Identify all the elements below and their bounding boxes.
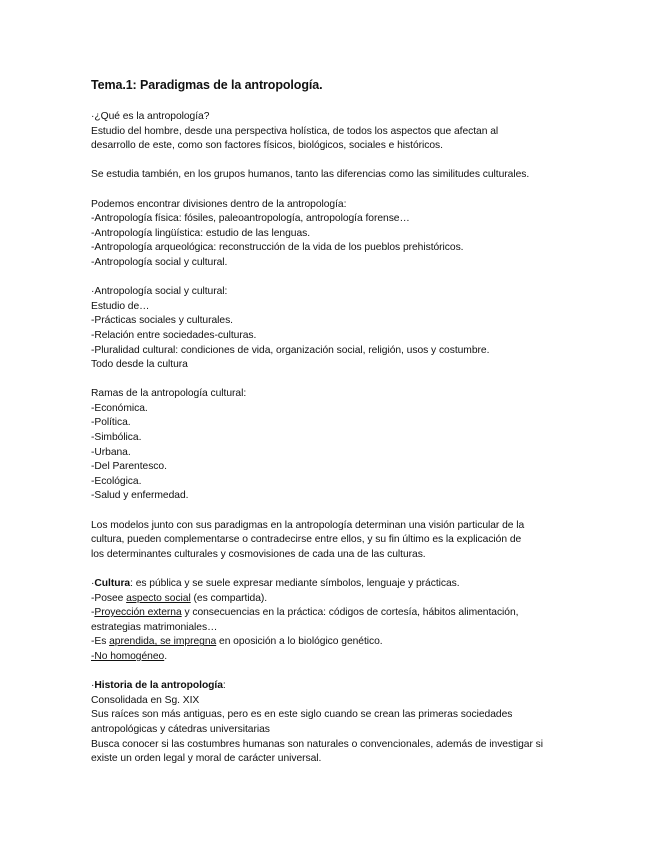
spacer: [91, 183, 595, 198]
divisions-heading: Podemos encontrar divisiones dentro de la antropología:: [91, 198, 347, 210]
paragraph-line: cultura, pueden complementarse o contradecirse entre ellos, y su fin último es la explicación de: [91, 534, 522, 546]
list-item: [91, 635, 595, 650]
underlined-text: -No homogéneo: [91, 650, 165, 662]
section-subheading: Estudio de…: [91, 300, 150, 312]
paragraph-line: Los modelos junto con sus paradigmas en la antropología determinan una visión particular de la: [91, 519, 525, 531]
list-item: [91, 606, 595, 621]
underlined-text: aspecto social: [126, 592, 191, 604]
paragraph-line: Sus raíces son más antiguas, pero es en este siglo cuando se crean las primeras sociedades: [91, 709, 513, 721]
underlined-text: Proyección externa: [94, 607, 182, 619]
culture-heading-rest: : es pública y se suele expresar mediante símbolos, lenguaje y prácticas.: [130, 578, 460, 589]
definition-line: desarrollo de este, como son factores físicos, biológicos, sociales e históricos.: [91, 140, 443, 152]
text-span: en oposición a lo biológico genético.: [216, 636, 383, 648]
definition-line: Estudio del hombre, desde una perspectiva holística, de todos los aspectos que afectan al: [91, 125, 499, 137]
list-item: -Prácticas sociales y culturales.: [91, 315, 233, 327]
culture-heading-line: [91, 577, 595, 592]
text-span: .: [164, 650, 168, 662]
list-item: -Del Parentesco.: [91, 461, 167, 473]
section-heading: ·Antropología social y cultural:: [91, 286, 228, 298]
list-item: -Urbana.: [91, 446, 131, 458]
text-span: -Posee: [91, 592, 127, 604]
paragraph-line: Consolidada en Sg. XIX: [91, 694, 200, 706]
text-span: (es compartida).: [190, 592, 268, 604]
spacer: [91, 154, 595, 169]
paragraph-line: Busca conocer si las costumbres humanas son naturales o convencionales, además de investigar si: [91, 738, 543, 750]
list-item: -Ecológica.: [91, 475, 142, 487]
list-item: -Económica.: [91, 402, 148, 414]
spacer: [91, 504, 595, 519]
list-item: -Salud y enfermedad.: [91, 490, 189, 502]
list-item-continuation: estrategias matrimoniales…: [91, 621, 218, 633]
list-item: -Antropología social y cultural.: [91, 256, 228, 268]
list-item: -Antropología física: fósiles, paleoantropología, antropología forense…: [91, 213, 410, 225]
page-title: Tema.1: Paradigmas de la antropología.: [91, 78, 323, 92]
paragraph-line: los determinantes culturales y cosmovisiones de cada una de las culturas.: [91, 548, 426, 560]
culture-heading: Cultura: [94, 578, 131, 589]
spacer: [91, 271, 595, 286]
history-heading: Historia de la antropología: [94, 680, 223, 692]
paragraph-line: Se estudia también, en los grupos humanos, tanto las diferencias como las similitudes culturales.: [91, 169, 530, 181]
paragraph-line: antropológicas y cátedras universitarias: [91, 723, 270, 735]
list-item: [91, 650, 595, 665]
text-span: -: [91, 607, 95, 619]
underlined-text: aprendida, se impregna: [109, 636, 217, 648]
history-heading-line: [91, 679, 595, 694]
list-item: [91, 592, 595, 607]
text-span: y consecuencias en la práctica: códigos de cortesía, hábitos alimentación,: [181, 607, 519, 619]
branches-heading: Ramas de la antropología cultural:: [91, 388, 247, 400]
text-span: -Es: [91, 636, 110, 648]
list-item: -Pluralidad cultural: condiciones de vida, organización social, religión, usos y costumbre.: [91, 344, 490, 356]
spacer: [91, 665, 595, 680]
text-span: :: [222, 680, 226, 692]
paragraph-line: Todo desde la cultura: [91, 359, 188, 371]
spacer: [91, 562, 595, 577]
question-line: ·¿Qué es la antropología?: [91, 111, 210, 122]
bullet-dot: ·: [91, 578, 95, 589]
list-item: -Simbólica.: [91, 432, 142, 444]
list-item: -Antropología arqueológica: reconstrucción de la vida de los pueblos prehistóricos.: [91, 242, 464, 254]
spacer: [91, 373, 595, 388]
paragraph-line: existe un orden legal y moral de carácter universal.: [91, 753, 322, 765]
list-item: -Antropología lingüística: estudio de las lenguas.: [91, 227, 311, 239]
list-item: -Política.: [91, 417, 131, 429]
list-item: -Relación entre sociedades-culturas.: [91, 329, 257, 341]
bullet-dot: ·: [91, 680, 95, 692]
